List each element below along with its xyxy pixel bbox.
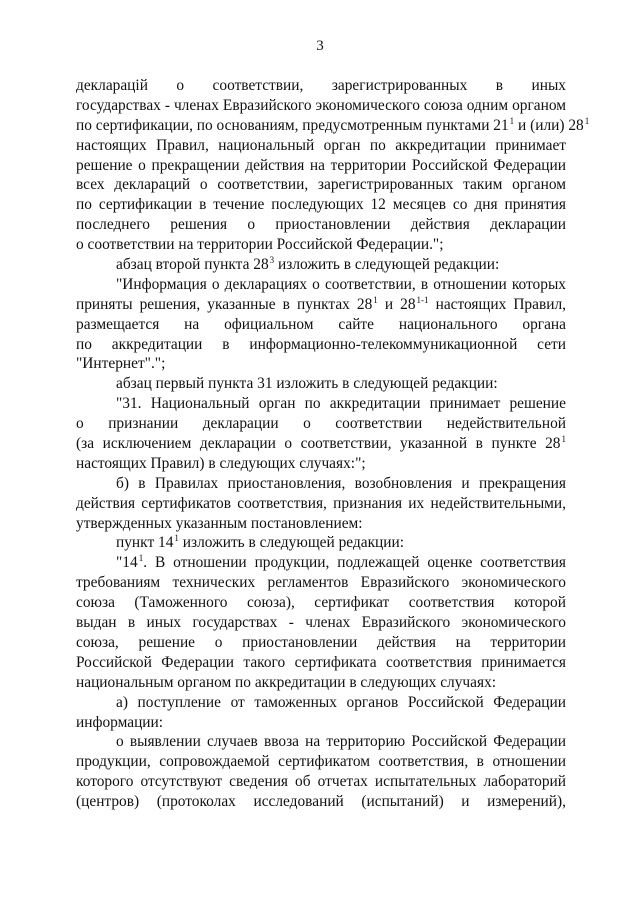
- text-line: Российской Федерации такого сертификата соответствия принимается: [76, 653, 566, 671]
- text-line: размещается на официальном сайте национального органа: [76, 315, 566, 333]
- text-line: абзац второй пункта $28^3$ изложить в следующей редакции:: [116, 255, 500, 274]
- text-line: о соответствии на территории Российской Федерации.";: [76, 236, 444, 254]
- text-line: решение о прекращении действия на территории Российской Федерации: [76, 156, 566, 174]
- text-line: о признании декларации о соответствии недействительной: [76, 415, 566, 433]
- text-line: б) в Правилах приостановления, возобновления и прекращения: [116, 474, 566, 492]
- text-line: по сертификации в течение последующих 12 месяцев со дня принятия: [76, 196, 566, 214]
- text-line: (за исключением декларации о соответствии, указанной в пункте $28^1$: [76, 434, 566, 453]
- text-line: настоящих Правил) в следующих случаях:";: [76, 454, 366, 472]
- text-line: приняты решения, указанные в пунктах $28^1$ и 28$^{1-1}$ настоящих Правил,: [76, 294, 566, 313]
- text-line: "$14^1$. В отношении продукции, подлежащей оценке соответствия: [116, 553, 566, 572]
- text-line: декларацій о соответствии, зарегистрированных в иных: [76, 77, 566, 94]
- text-line: (центров) (протоколах исследований (испытаний) и измерений),: [76, 793, 566, 811]
- text-line: требованиям технических регламентов Евразийского экономического: [76, 574, 566, 592]
- text-line: последнего решения о приостановлении действия декларации: [76, 216, 566, 234]
- text-line: национальным органом по аккредитации в следующих случаях:: [76, 673, 497, 691]
- text-line: продукции, сопровождаемой сертификатом соответствия, в отношении: [76, 753, 566, 771]
- text-line: всех деклараций о соответствии, зарегистрированных таким органом: [76, 176, 566, 194]
- text-line: информации:: [76, 713, 164, 731]
- text-line: пункт $14^1$ изложить в следующей редакции:: [116, 533, 405, 552]
- text-line: абзац первый пункта 31 изложить в следующей редакции:: [116, 375, 498, 393]
- text-line: союза (Таможенного союза), сертификат соответствия которой: [76, 594, 566, 612]
- text-line: "31. Национальный орган по аккредитации принимает решение: [116, 395, 566, 413]
- page-number: 3: [316, 38, 324, 54]
- text-line: настоящих Правил, национальный орган по аккредитации принимает: [76, 136, 566, 154]
- text-line: по аккредитации в информационно-телекоммуникационной сети: [76, 335, 566, 353]
- text-line: "Интернет".";: [76, 355, 166, 373]
- text-line: о выявлении случаев ввоза на территорию Российской Федерации: [116, 733, 566, 751]
- text-line: "Информация о декларациях о соответствии, в отношении которых: [116, 275, 566, 293]
- text-line: выдан в иных государствах - членах Евразийского экономического: [76, 614, 566, 632]
- text-line: действия сертификатов соответствия, признания их недействительными,: [76, 494, 566, 512]
- text-line: по сертификации, по основаниям, предусмотренным пунктами $21^1$ и (или) $28^1$: [76, 115, 590, 134]
- text-line: а) поступление от таможенных органов Российской Федерации: [116, 693, 566, 711]
- body-text: [76, 76, 590, 812]
- text-line: которого отсутствуют сведения об отчетах испытательных лабораторий: [76, 773, 566, 791]
- text-line: государствах - членах Евразийского экономического союза одним органом: [76, 96, 566, 114]
- text-line: союза, решение о приостановлении действия на территории: [76, 633, 566, 651]
- text-line: утвержденных указанным постановлением:: [76, 514, 363, 532]
